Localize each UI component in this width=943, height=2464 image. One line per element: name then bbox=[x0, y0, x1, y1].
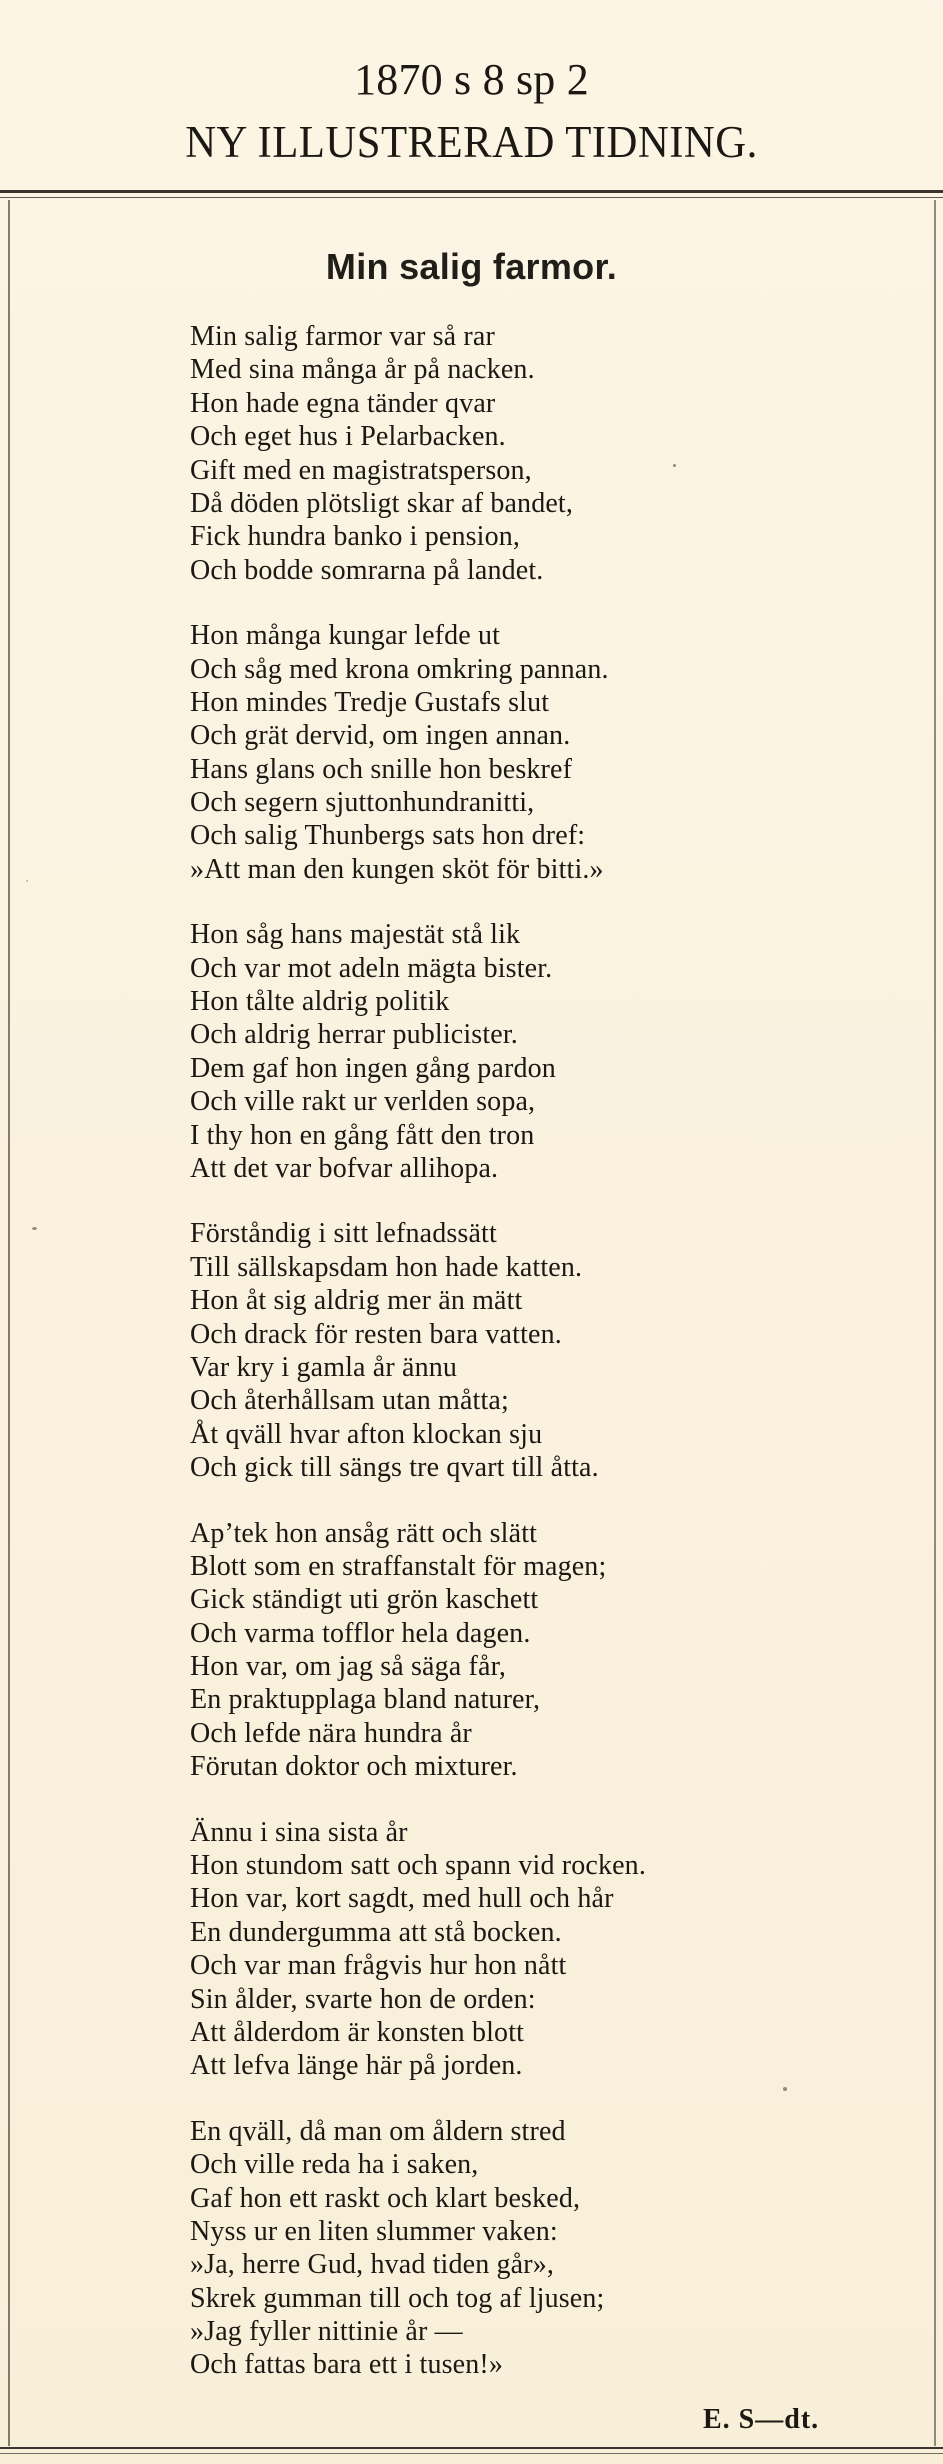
poem-line: Gaf hon ett raskt och klart besked, bbox=[190, 2182, 581, 2214]
left-column-rule bbox=[8, 200, 10, 2446]
poem-line: Och gick till sängs tre qvart till åtta. bbox=[190, 1452, 599, 1484]
right-column-rule bbox=[934, 200, 936, 2446]
top-rule bbox=[0, 190, 943, 193]
poem-line: Att det var bofvar allihopa. bbox=[190, 1152, 499, 1184]
poem-line: Och var man frågvis hur hon nått bbox=[190, 1950, 567, 1982]
author-signature: E. S—dt. bbox=[703, 2404, 820, 2435]
poem-line: Nyss ur en liten slummer vaken: bbox=[190, 2215, 558, 2247]
poem-line: Och bodde somrarna på landet. bbox=[190, 554, 544, 586]
poem-line: Hon hade egna tänder qvar bbox=[190, 387, 496, 419]
bottom-rule bbox=[0, 2447, 943, 2449]
print-speck bbox=[673, 464, 676, 467]
poem-line: Hon stundom satt och spann vid rocken. bbox=[190, 1850, 646, 1882]
stanza bbox=[190, 320, 870, 587]
poem-line: Och fattas bara ett i tusen!» bbox=[190, 2349, 504, 2381]
stanza bbox=[190, 918, 870, 1185]
poem-line: Förutan doktor och mixturer. bbox=[190, 1751, 518, 1783]
poem-line: Ap’tek hon ansåg rätt och slätt bbox=[190, 1517, 538, 1549]
poem-line: Och var mot adeln mägta bister. bbox=[190, 952, 553, 984]
print-speck bbox=[26, 880, 28, 882]
page-header bbox=[0, 0, 943, 190]
poem-line: Hon var, om jag så säga får, bbox=[190, 1651, 507, 1683]
poem-line: Åt qväll hvar afton klockan sju bbox=[190, 1418, 543, 1450]
poem-line: Och aldrig herrar publicister. bbox=[190, 1019, 518, 1051]
poem-line: I thy hon en gång fått den tron bbox=[190, 1119, 535, 1151]
stanza bbox=[190, 1217, 870, 1484]
poem-line: Dem gaf hon ingen gång pardon bbox=[190, 1052, 556, 1084]
poem-line: Hon mindes Tredje Gustafs slut bbox=[190, 686, 550, 718]
poem-line: Då döden plötsligt skar af bandet, bbox=[190, 487, 574, 519]
print-speck bbox=[32, 1227, 37, 1230]
poem-line: »Ja, herre Gud, hvad tiden går», bbox=[190, 2249, 555, 2281]
source-reference: 1870 s 8 sp 2 bbox=[354, 55, 589, 104]
poem-line: Blott som en straffanstalt för magen; bbox=[190, 1550, 607, 1582]
poem-title: Min salig farmor. bbox=[325, 246, 618, 287]
stanza bbox=[190, 1816, 870, 2083]
poem-line: Hon många kungar lefde ut bbox=[190, 620, 501, 652]
poem-line: Och grät dervid, om ingen annan. bbox=[190, 720, 571, 752]
bottom-thin-rule bbox=[0, 2453, 943, 2454]
poem-line: Hon såg hans majestät stå lik bbox=[190, 919, 521, 951]
poem-line: Ännu i sina sista år bbox=[190, 1816, 408, 1848]
poem-line: Och återhållsam utan måtta; bbox=[190, 1385, 509, 1417]
poem-line: En praktupplaga bland naturer, bbox=[190, 1684, 541, 1716]
poem-line: »Jag fyller nittinie år — bbox=[190, 2316, 463, 2348]
poem-line: Och varma tofflor hela dagen. bbox=[190, 1617, 531, 1649]
poem-line: Och ville rakt ur verlden sopa, bbox=[190, 1086, 536, 1118]
poem-line: En dundergumma att stå bocken. bbox=[190, 1916, 562, 1948]
poem-line: Och segern sjuttonhundranitti, bbox=[190, 787, 535, 819]
poem-line: Hon var, kort sagdt, med hull och hår bbox=[190, 1883, 614, 1915]
poem-line: Och ville reda ha i saken, bbox=[190, 2149, 479, 2181]
poem-line: Och salig Thunbergs sats hon dref: bbox=[190, 820, 586, 852]
poem-line: En qväll, då man om åldern stred bbox=[190, 2115, 566, 2147]
poem-line: Och eget hus i Pelarbacken. bbox=[190, 421, 506, 453]
poem-line: Till sällskapsdam hon hade katten. bbox=[190, 1251, 583, 1283]
poem-line: Och såg med krona omkring pannan. bbox=[190, 653, 609, 685]
stanza bbox=[190, 2115, 870, 2382]
poem-line: Förståndig i sitt lefnadssätt bbox=[190, 1218, 497, 1250]
print-speck bbox=[783, 2087, 787, 2091]
poem-line: Sin ålder, svarte hon de orden: bbox=[190, 1983, 536, 2015]
poem-body bbox=[190, 320, 870, 2420]
poem-line: Var kry i gamla år ännu bbox=[190, 1351, 458, 1383]
poem-line: Med sina många år på nacken. bbox=[190, 354, 535, 386]
stanza bbox=[190, 1517, 870, 1784]
poem-line: Att ålderdom är konsten blott bbox=[190, 2016, 525, 2048]
stanza bbox=[190, 619, 870, 886]
newspaper-title: NY ILLUSTRERAD TIDNING. bbox=[185, 117, 758, 167]
poem-line: Hon åt sig aldrig mer än mätt bbox=[190, 1285, 523, 1317]
poem-line: Skrek gumman till och tog af ljusen; bbox=[190, 2282, 605, 2314]
poem-line: Hon tålte aldrig politik bbox=[190, 986, 450, 1018]
poem-line: Fick hundra banko i pension, bbox=[190, 521, 521, 553]
poem-line: Hans glans och snille hon beskref bbox=[190, 753, 573, 785]
poem-line: Och lefde nära hundra år bbox=[190, 1717, 472, 1749]
top-thin-rule bbox=[0, 197, 943, 198]
poem-line: Och drack för resten bara vatten. bbox=[190, 1318, 562, 1350]
poem-line: Gick ständigt uti grön kaschett bbox=[190, 1584, 539, 1616]
poem-line: Att lefva länge här på jorden. bbox=[190, 2050, 523, 2082]
poem-line: Gift med en magistratsperson, bbox=[190, 454, 532, 486]
poem-line: Min salig farmor var så rar bbox=[190, 321, 495, 352]
poem-line: »Att man den kungen sköt för bitti.» bbox=[190, 853, 604, 885]
